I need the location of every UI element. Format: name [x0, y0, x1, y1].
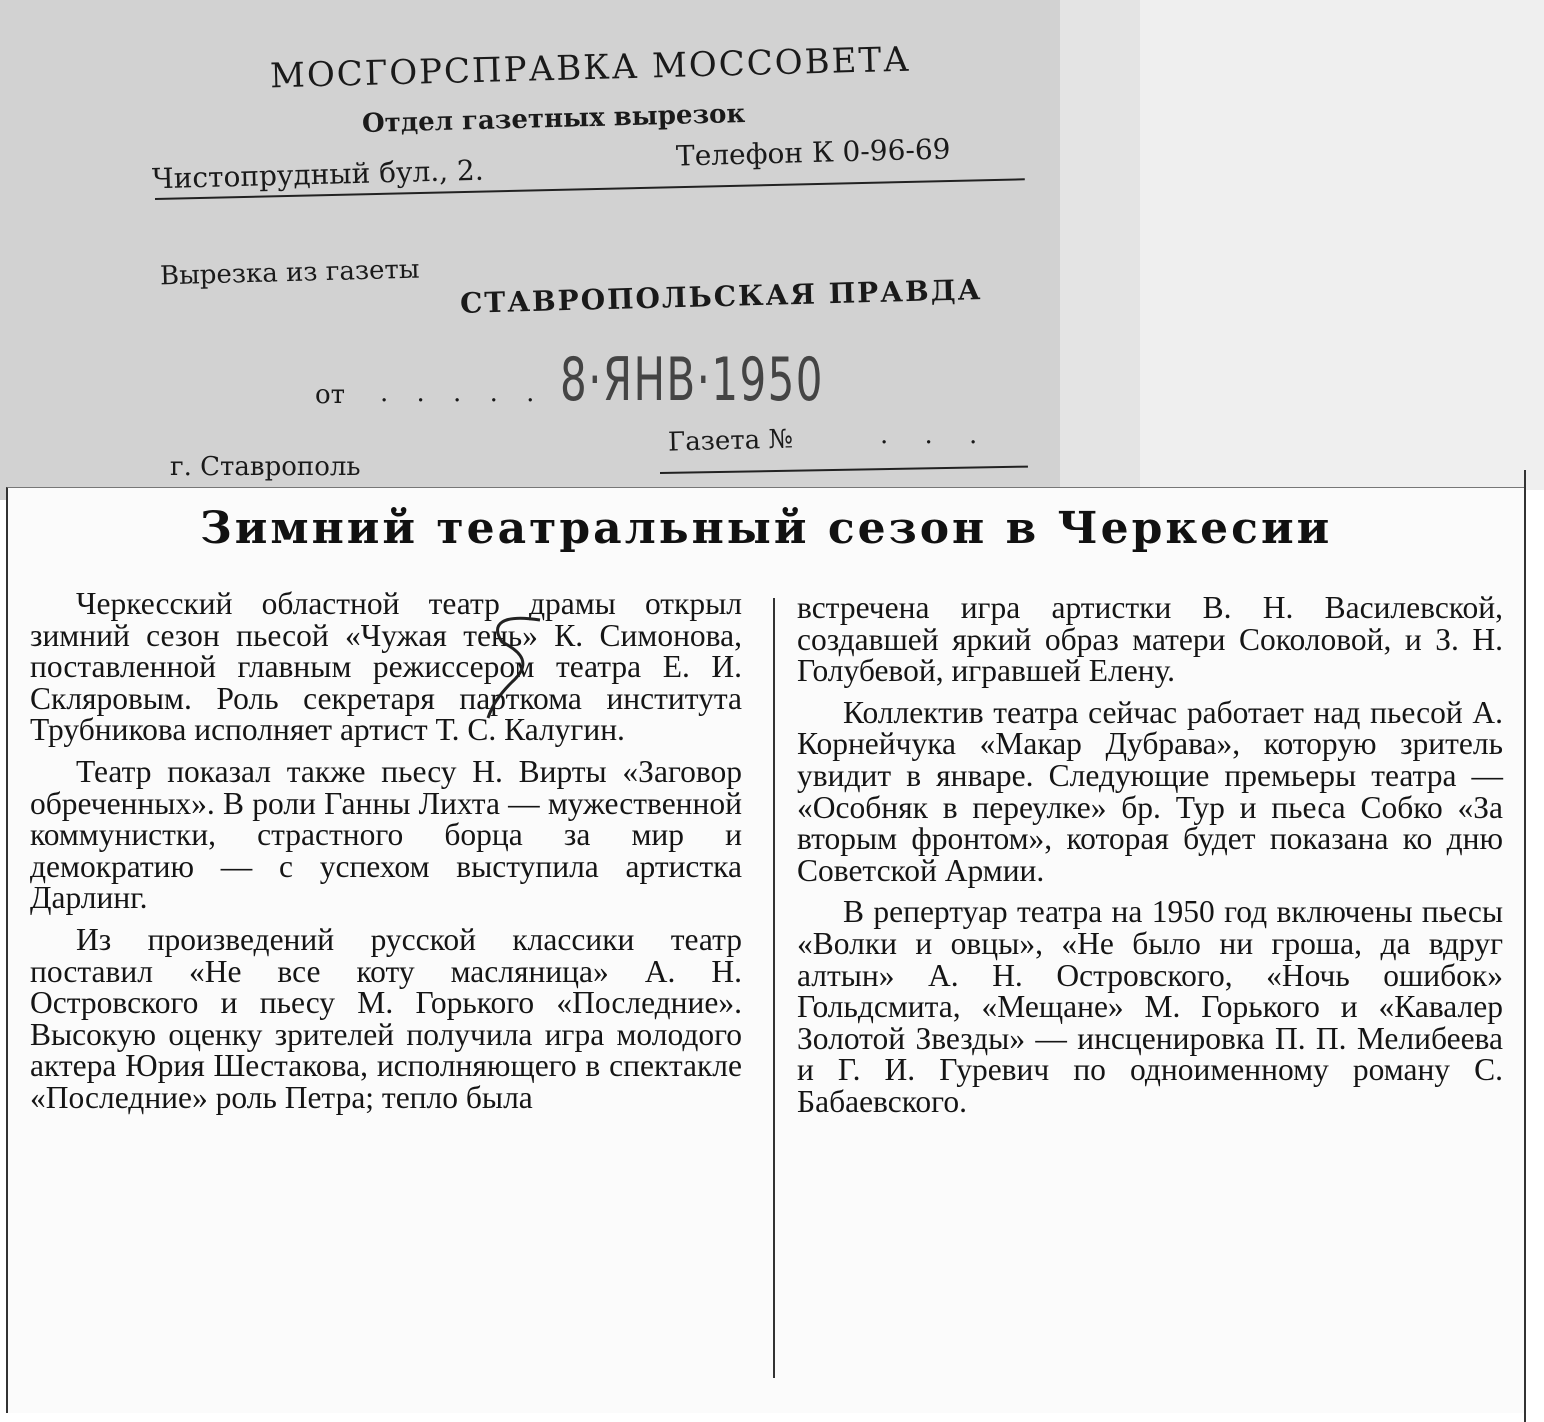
paragraph: Театр показал также пьесу Н. Вирты «Заговор обреченных». В роли Ганны Лихта — мужественной коммунистки, страстного борца за мир и демократию — с успехом выступила артистка Дарлинг.: [30, 753, 742, 916]
newspaper-name: СТАВРОПОЛЬСКАЯ ПРАВДА: [459, 273, 983, 320]
background-right: [1130, 0, 1544, 490]
paragraph: Коллектив театра сейчас работает над пьесой А. Корнейчука «Макар Дубрава», которую зритель увидит в январе. Следующие премьеры театра — «Особняк в переулке» бр. Тур и пьеса Собко «За вторым фронтом», которая будет показана ко дню Советской Армии.: [797, 694, 1503, 888]
clipping-label: Вырезка из газеты: [159, 254, 420, 292]
date-dots: . . . . .: [380, 378, 545, 408]
phone-number: Телефон К 0-96-69: [675, 132, 951, 173]
paragraph: Черкесский областной театр драмы открыл зимний сезон пьесой «Чужая тень» К. Симонова, поставленной главным режиссером театра Е. И. Скляровым. Роль секретаря парткома института Трубникова исполняет артист Т. С. Калугин.: [30, 586, 742, 748]
organization-name: МОСГОРСПРАВКА МОССОВЕТА: [269, 39, 912, 97]
clipping-right-border: [1524, 470, 1526, 1422]
department-name: Отдел газетных вырезок: [361, 98, 746, 140]
slip-edge: [1060, 0, 1140, 500]
column-divider: [773, 598, 775, 1378]
paragraph: Из произведений русской классики театр поставил «Не все коту масляница» А. Н. Островского и пьесу М. Горького «Последние». Высокую оценку зрителей получила игра молодого актера Юрия Шестакова, исполняющего в спектакле «Последние» роль Петра; тепло была: [30, 921, 742, 1115]
article-right-column: [797, 592, 1503, 1128]
gazeta-number-label: Газета №: [667, 424, 794, 458]
paragraph: В репертуар театра на 1950 год включены пьесы «Волки и овцы», «Не было ни гроша, да вдруг алтын» А. Н. Островского, «Ночь ошибок» Гольдсмита, «Мещане» М. Горького и «Кавалер Золотой Звезды» — инсценировка П. П. Мелибеева и Г. И. Гуревич по одноименному роману С. Бабаевского.: [797, 894, 1503, 1119]
city: г. Ставрополь: [170, 452, 361, 482]
handwritten-pen-mark-icon: [462, 602, 558, 722]
article-left-column: [30, 588, 742, 1124]
paragraph: встречена игра артистки В. Н. Василевской, создавшей яркий образ матери Соколовой, и З. Н. Голубевой, игравшей Елену.: [797, 590, 1503, 689]
number-dots: . . .: [880, 420, 992, 450]
date-stamp: 8·ЯНВ·1950: [560, 345, 824, 415]
article-headline: Зимний театральный сезон в Черкесии: [200, 503, 1333, 554]
from-label: от: [315, 380, 346, 410]
address: Чистопрудный бул., 2.: [151, 153, 485, 196]
